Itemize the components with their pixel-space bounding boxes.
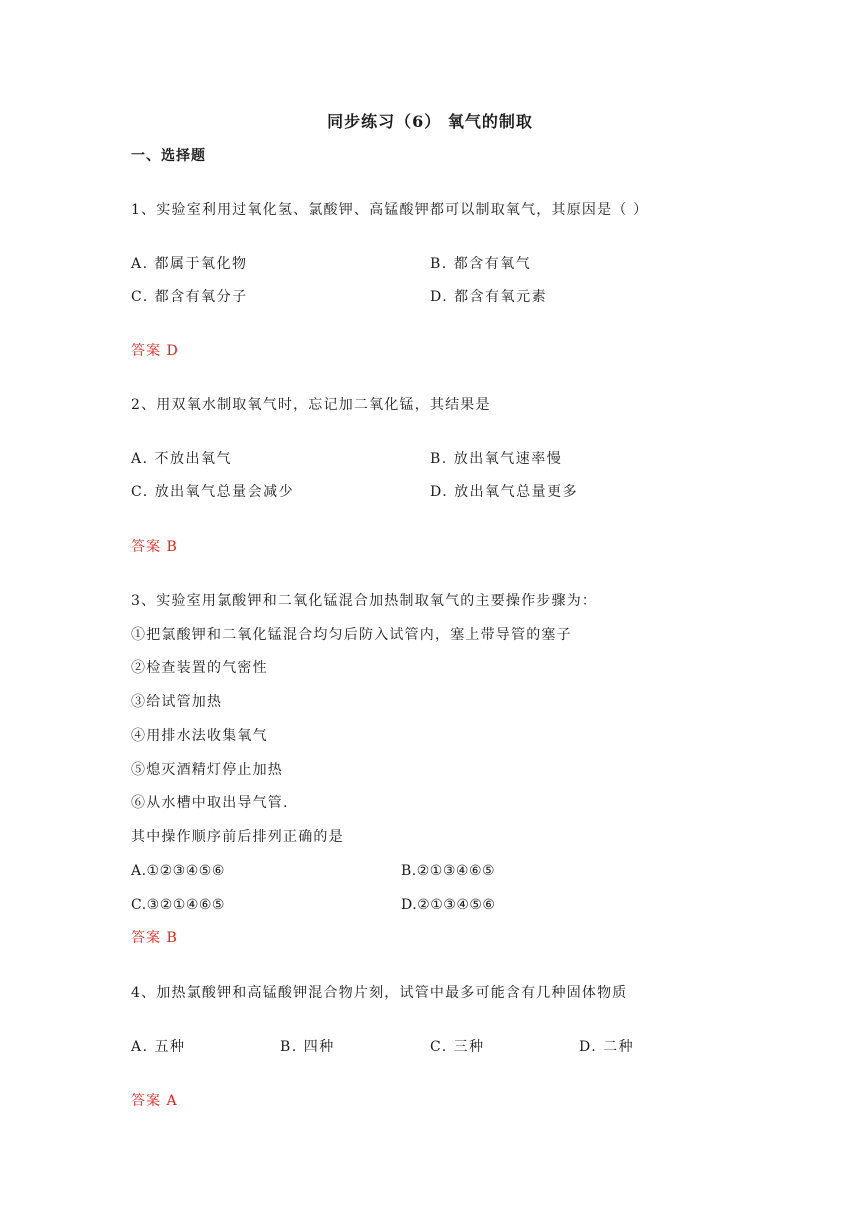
question-3-step: ④用排水法收集氧气 bbox=[131, 728, 268, 744]
question-2-option-d: D. 放出氧气总量更多 bbox=[430, 484, 579, 500]
question-4-option-c: C. 三种 bbox=[430, 1039, 485, 1055]
question-4-option-d: D. 二种 bbox=[579, 1039, 635, 1055]
question-3-step: ③给试管加热 bbox=[131, 694, 223, 710]
question-3-answer: 答案 B bbox=[131, 930, 178, 946]
question-2-stem: 2、用双氧水制取氧气时，忘记加二氧化锰，其结果是 bbox=[131, 397, 491, 413]
question-2-option-b: B. 放出氧气速率慢 bbox=[430, 451, 563, 467]
question-1-option-b: B. 都含有氧气 bbox=[430, 256, 532, 272]
question-4-answer: 答案 A bbox=[131, 1093, 178, 1109]
question-3-stem: 3、实验室用氯酸钾和二氧化锰混合加热制取氧气的主要操作步骤为： bbox=[131, 593, 598, 609]
question-3-option-a: A.①②③④⑤⑥ bbox=[131, 863, 225, 879]
question-3-step: ⑤熄灭酒精灯停止加热 bbox=[131, 762, 283, 778]
question-3-option-c: C.③②①④⑥⑤ bbox=[131, 897, 225, 913]
question-1-option-a: A. 都属于氧化物 bbox=[131, 256, 248, 272]
question-4-option-a: A. 五种 bbox=[131, 1039, 186, 1055]
section-heading: 一、选择题 bbox=[131, 148, 206, 164]
question-2-option-a: A. 不放出氧气 bbox=[131, 451, 233, 467]
question-4-option-b: B. 四种 bbox=[280, 1039, 335, 1055]
question-3-step: ①把氯酸钾和二氧化锰混合均匀后防入试管内，塞上带导管的塞子 bbox=[131, 627, 572, 643]
question-1-option-c: C. 都含有氧分子 bbox=[131, 289, 248, 305]
question-1-stem: 1、实验室利用过氧化氢、氯酸钾、高锰酸钾都可以制取氧气，其原因是（ ） bbox=[131, 202, 649, 218]
question-1-answer: 答案 D bbox=[131, 343, 179, 359]
question-2-option-c: C. 放出氧气总量会减少 bbox=[131, 484, 295, 500]
question-3-step: ②检查装置的气密性 bbox=[131, 660, 268, 676]
page-title: 同步练习（6） 氧气的制取 bbox=[327, 112, 533, 131]
question-3-option-d: D.②①③④⑤⑥ bbox=[401, 897, 496, 913]
question-4-stem: 4、加热氯酸钾和高锰酸钾混合物片刻，试管中最多可能含有几种固体物质 bbox=[131, 985, 628, 1001]
question-2-answer: 答案 B bbox=[131, 539, 178, 555]
question-3-option-b: B.②①③④⑥⑤ bbox=[401, 863, 496, 879]
question-3-prompt: 其中操作顺序前后排列正确的是 bbox=[131, 829, 344, 845]
question-1-option-d: D. 都含有氧元素 bbox=[430, 289, 548, 305]
question-3-step: ⑥从水槽中取出导气管. bbox=[131, 795, 289, 811]
